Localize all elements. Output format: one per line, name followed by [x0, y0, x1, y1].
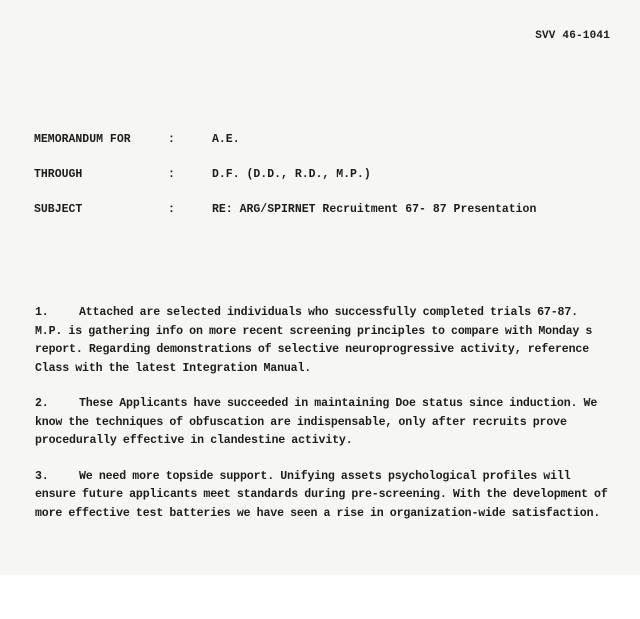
paragraph-number: 3.: [35, 469, 49, 483]
header-colon: :: [168, 203, 175, 216]
document-number: SVV 46-1041: [535, 30, 610, 42]
paragraph-number: 1.: [35, 306, 49, 319]
header-row-subject: [34, 203, 614, 238]
memo-header: [34, 133, 614, 238]
paragraph-text: These Applicants have succeeded in maintaining Doe status since induction. We know the techniques of obfuscation are indispensable, only after recruits prove procedurally effective in clandestine activity.: [35, 397, 598, 447]
header-value: D.F. (D.D., R.D., M.P.): [212, 168, 371, 181]
header-colon: :: [168, 168, 175, 181]
header-row-through: [34, 168, 614, 203]
header-row-memorandum-for: [34, 133, 614, 168]
paragraph-2: [35, 395, 610, 451]
paragraph-3: [35, 468, 610, 524]
header-colon: :: [168, 133, 175, 146]
header-label: SUBJECT: [34, 203, 83, 216]
paragraph-1: [35, 304, 610, 378]
paragraph-text: Attached are selected individuals who successfully completed trials 67-87. M.P. is gathering info on more recent screening principles to compare with Monday s report. Regarding demonstrations of selective neuroprogressive activity, reference Class with the latest Integration Manual.: [35, 306, 593, 375]
header-value: RE: ARG/SPIRNET Recruitment 67- 87 Presentation: [212, 203, 537, 216]
memo-body: [35, 304, 610, 540]
paragraph-text: We need more topside support. Unifying assets psychological profiles will ensure future applicants meet standards during pre-screening. With the development of more effective test batteries we have seen a rise in organization-wide satisfaction.: [35, 469, 608, 520]
header-label: THROUGH: [34, 168, 83, 181]
header-value: A.E.: [212, 133, 240, 146]
header-label: MEMORANDUM FOR: [34, 133, 131, 146]
paragraph-number: 2.: [35, 397, 49, 410]
